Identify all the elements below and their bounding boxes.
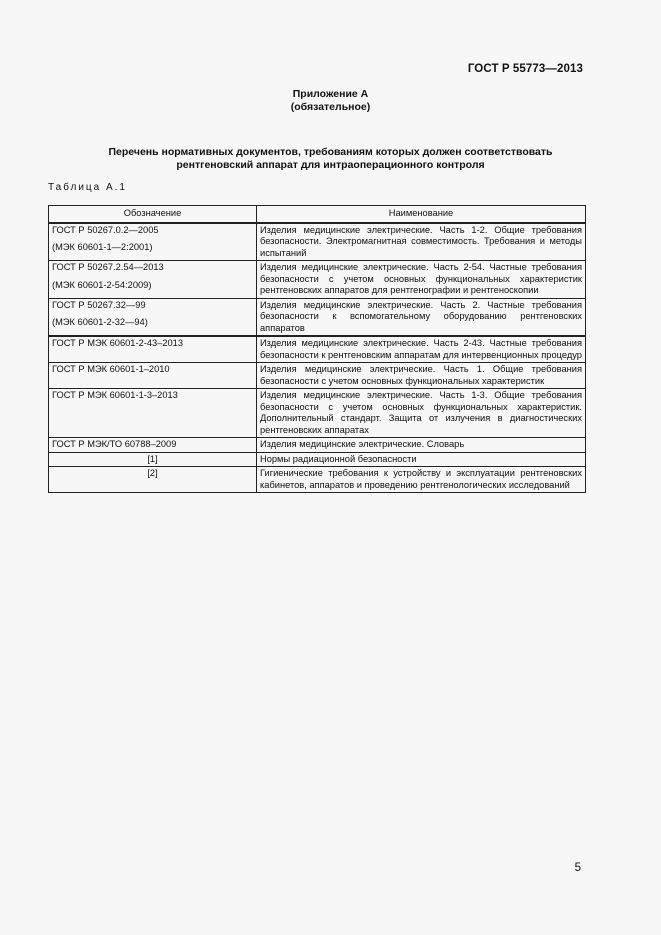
designation-cell — [49, 261, 257, 299]
name-cell: Изделия медицинские электрические. Часть 1-3. Общие требования безопасности с учетом основных функциональных характеристик. Дополнительный стандарт. Защита от излучения в диагностических рентгеновских аппаратах — [257, 389, 586, 438]
appendix-subtitle: (обязательное) — [290, 101, 371, 113]
designation-line: (МЭК 60601-1—2:2001) — [52, 242, 153, 252]
column-header-designation: Обозначение — [49, 206, 257, 223]
designation-cell — [49, 363, 257, 389]
document-code: ГОСТ Р 55773—2013 — [467, 63, 583, 75]
name-cell: Изделия медицинские электрические. Часть 2-54. Частные требования безопасности с учетом основных функциональных характеристик рентгеновских аппаратов для рентгенографии и рентгеноскопии — [257, 261, 586, 299]
appendix-heading — [0, 88, 661, 114]
designation-line: ГОСТ Р 50267.32—99 — [52, 299, 146, 310]
section-heading-line-1: Перечень нормативных документов, требованиям которых должен соответствовать — [108, 146, 553, 158]
designation-line: ГОСТ Р МЭК 60601-2-43–2013 — [52, 338, 184, 348]
designation-line: ГОСТ Р МЭК 60601-1-3–2013 — [52, 390, 178, 400]
designation-cell — [49, 298, 257, 336]
table-row — [49, 336, 586, 363]
table-row — [49, 298, 586, 336]
designation-line: ГОСТ Р 50267.0.2—2005 — [52, 224, 159, 235]
designation-line: [1] — [147, 453, 158, 464]
designation-line: (МЭК 60601-2-32—94) — [52, 317, 148, 327]
designation-cell — [49, 389, 257, 438]
table-row — [49, 467, 586, 493]
name-cell: Изделия медицинские электрические. Словарь — [257, 438, 586, 453]
table-row — [49, 389, 586, 438]
standards-table — [48, 205, 586, 493]
section-heading — [0, 146, 661, 172]
designation-line: ГОСТ Р МЭК 60601-1–2010 — [52, 364, 170, 374]
name-cell: Нормы радиационной безопасности — [257, 452, 586, 467]
designation-cell — [49, 452, 257, 467]
name-cell: Изделия медицинские электрические. Часть 1. Общие требования безопасности с учетом основных функциональных характеристик — [257, 363, 586, 389]
designation-cell — [49, 336, 257, 363]
designation-cell — [49, 438, 257, 453]
designation-line: ГОСТ Р 50267.2.54—2013 — [52, 262, 164, 272]
designation-cell — [49, 223, 257, 261]
designation-line: (МЭК 60601-2-54:2009) — [52, 279, 152, 290]
name-cell: Изделия медицинские электрические. Часть 2-43. Частные требования безопасности к рентгеновским аппаратам для интервенционных процедур — [257, 336, 586, 363]
table-row — [49, 438, 586, 453]
designation-line: [2] — [147, 468, 158, 478]
table-header-row — [49, 206, 586, 223]
designation-cell — [49, 467, 257, 493]
table-row — [49, 363, 586, 389]
name-cell: Изделия медицинские электрические. Часть 1-2. Общие требования безопасности. Электромагнитная совместимость. Требования и методы испытаний — [257, 223, 586, 261]
table-row — [49, 223, 586, 261]
column-header-name: Наименование — [257, 206, 586, 223]
table-row — [49, 261, 586, 299]
name-cell: Изделия медицинские электрические. Часть 2. Частные требования безопасности к вспомогательному оборудованию рентгеновских аппаратов — [257, 298, 586, 336]
page-number: 5 — [574, 862, 581, 874]
section-heading-line-2: рентгеновский аппарат для интраоперационного контроля — [176, 159, 485, 171]
appendix-title: Приложение А — [292, 88, 369, 100]
table-label: Таблица А.1 — [48, 182, 127, 193]
name-cell: Гигиенические требования к устройству и эксплуатации рентгеновских кабинетов, аппаратов и проведению рентгенологических исследований — [257, 467, 586, 493]
table-row — [49, 452, 586, 467]
designation-line: ГОСТ Р МЭК/ТО 60788–2009 — [52, 439, 177, 449]
